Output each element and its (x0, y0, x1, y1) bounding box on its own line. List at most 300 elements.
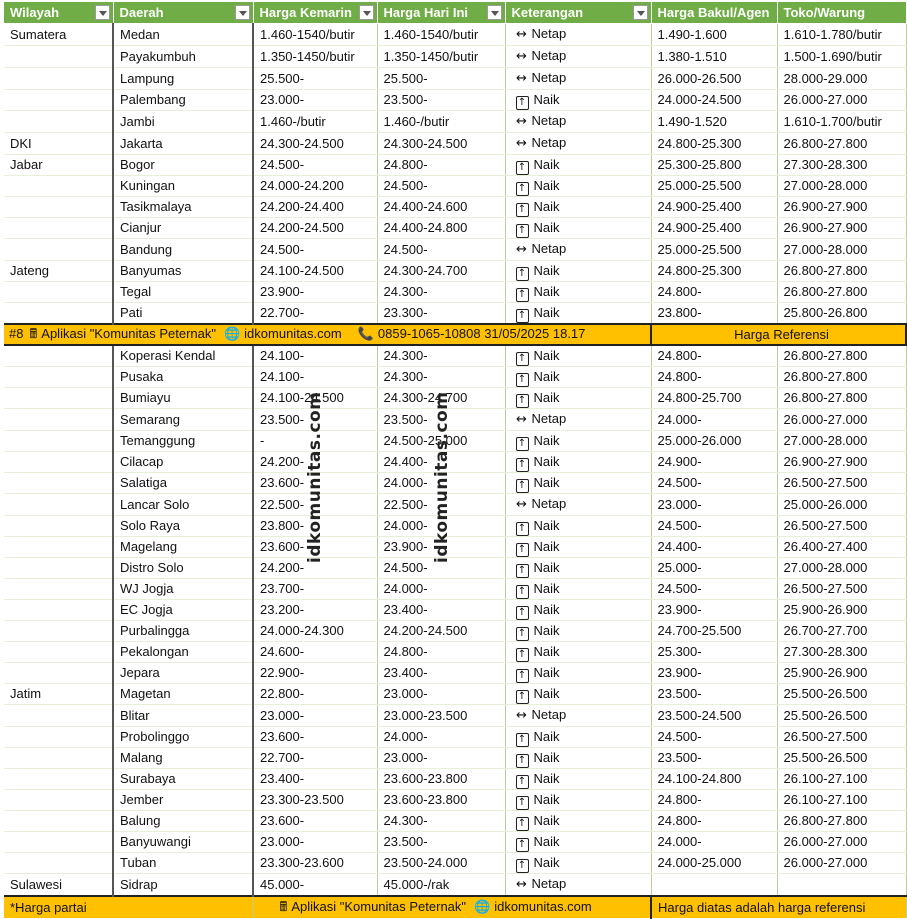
cell-toko-warung[interactable]: 25.900-26.900 (777, 663, 906, 684)
cell-harga-hari-ini[interactable]: 23.600-23.800 (377, 790, 505, 811)
cell-wilayah[interactable] (4, 705, 113, 727)
cell-daerah[interactable]: Sidrap (113, 874, 253, 897)
col-harga-kemarin[interactable] (253, 2, 377, 24)
cell-daerah[interactable]: Tasikmalaya (113, 197, 253, 218)
cell-toko-warung[interactable]: 26.100-27.100 (777, 790, 906, 811)
cell-keterangan[interactable] (505, 111, 651, 133)
cell-harga-hari-ini[interactable]: 23.400- (377, 663, 505, 684)
cell-wilayah[interactable]: DKI (4, 133, 113, 155)
cell-harga-kemarin[interactable]: 23.600- (253, 811, 377, 832)
cell-harga-hari-ini[interactable]: 23.300- (377, 303, 505, 325)
cell-keterangan[interactable] (505, 409, 651, 431)
cell-daerah[interactable]: Bumiayu (113, 388, 253, 409)
cell-wilayah[interactable] (4, 218, 113, 239)
cell-keterangan[interactable] (505, 68, 651, 90)
cell-harga-bakul[interactable]: 23.500-24.500 (651, 705, 777, 727)
cell-harga-hari-ini[interactable]: 23.000- (377, 748, 505, 769)
cell-daerah[interactable]: Palembang (113, 90, 253, 111)
cell-harga-bakul[interactable]: 24.500- (651, 727, 777, 748)
cell-keterangan[interactable] (505, 853, 651, 874)
cell-wilayah[interactable] (4, 431, 113, 452)
cell-harga-bakul[interactable]: 23.000- (651, 494, 777, 516)
cell-harga-bakul[interactable]: 24.800- (651, 790, 777, 811)
cell-toko-warung[interactable]: 25.500-26.500 (777, 748, 906, 769)
cell-harga-hari-ini[interactable]: 24.500-25.000 (377, 431, 505, 452)
cell-harga-hari-ini[interactable]: 1.350-1450/butir (377, 46, 505, 68)
cell-harga-kemarin[interactable]: 24.200- (253, 452, 377, 473)
cell-harga-bakul[interactable]: 23.800- (651, 303, 777, 325)
cell-keterangan[interactable] (505, 537, 651, 558)
cell-harga-hari-ini[interactable]: 24.300- (377, 345, 505, 367)
cell-keterangan[interactable] (505, 46, 651, 68)
cell-harga-hari-ini[interactable]: 24.200-24.500 (377, 621, 505, 642)
cell-keterangan[interactable] (505, 239, 651, 261)
cell-harga-bakul[interactable]: 24.000- (651, 409, 777, 431)
cell-harga-hari-ini[interactable]: 24.400-24.600 (377, 197, 505, 218)
filter-dropdown-icon[interactable] (95, 5, 110, 20)
cell-daerah[interactable]: Distro Solo (113, 558, 253, 579)
cell-toko-warung[interactable]: 26.700-27.700 (777, 621, 906, 642)
cell-harga-kemarin[interactable]: 1.460-/butir (253, 111, 377, 133)
cell-daerah[interactable]: Temanggung (113, 431, 253, 452)
arrow-up-icon: ↑ (516, 775, 529, 789)
cell-toko-warung[interactable]: 26.800-27.800 (777, 811, 906, 832)
cell-keterangan[interactable] (505, 452, 651, 473)
header-label: Harga Hari Ini (383, 4, 469, 20)
cell-wilayah[interactable] (4, 473, 113, 494)
cell-toko-warung[interactable]: 25.500-26.500 (777, 705, 906, 727)
cell-toko-warung[interactable]: 26.500-27.500 (777, 727, 906, 748)
cell-harga-hari-ini[interactable]: 24.500- (377, 176, 505, 197)
cell-keterangan[interactable] (505, 684, 651, 705)
cell-daerah[interactable]: Pusaka (113, 367, 253, 388)
cell-toko-warung[interactable]: 26.500-27.500 (777, 516, 906, 537)
cell-harga-hari-ini[interactable]: 24.300- (377, 282, 505, 303)
cell-keterangan[interactable] (505, 516, 651, 537)
cell-daerah[interactable]: Payakumbuh (113, 46, 253, 68)
cell-harga-kemarin[interactable]: 24.100-24.500 (253, 388, 377, 409)
cell-harga-kemarin[interactable]: 24.000-24.200 (253, 176, 377, 197)
cell-wilayah[interactable] (4, 367, 113, 388)
cell-wilayah[interactable]: Jateng (4, 261, 113, 282)
cell-wilayah[interactable] (4, 790, 113, 811)
cell-harga-kemarin[interactable]: 23.000- (253, 90, 377, 111)
cell-keterangan[interactable] (505, 642, 651, 663)
cell-wilayah[interactable] (4, 748, 113, 769)
col-harga-hari-ini[interactable] (377, 2, 505, 24)
table-row (4, 727, 906, 748)
cell-daerah[interactable]: Tegal (113, 282, 253, 303)
cell-harga-bakul[interactable]: 23.500- (651, 684, 777, 705)
cell-harga-kemarin[interactable]: 23.600- (253, 537, 377, 558)
cell-daerah[interactable]: Magelang (113, 537, 253, 558)
cell-harga-kemarin[interactable]: 23.600- (253, 727, 377, 748)
cell-wilayah[interactable] (4, 452, 113, 473)
cell-harga-bakul[interactable]: 25.000-26.000 (651, 431, 777, 452)
cell-harga-kemarin[interactable]: 22.900- (253, 663, 377, 684)
cell-keterangan[interactable] (505, 494, 651, 516)
cell-daerah[interactable]: Medan (113, 24, 253, 46)
cell-daerah[interactable]: Bandung (113, 239, 253, 261)
cell-daerah[interactable]: Cilacap (113, 452, 253, 473)
banner-website[interactable]: idkomunitas.com (244, 326, 342, 341)
cell-harga-bakul[interactable]: 24.800- (651, 811, 777, 832)
filter-dropdown-icon[interactable] (633, 5, 648, 20)
cell-harga-bakul[interactable]: 25.000- (651, 558, 777, 579)
cell-daerah[interactable]: Jakarta (113, 133, 253, 155)
cell-wilayah[interactable] (4, 642, 113, 663)
cell-toko-warung[interactable]: 26.100-27.100 (777, 769, 906, 790)
cell-daerah[interactable]: Malang (113, 748, 253, 769)
cell-wilayah[interactable] (4, 46, 113, 68)
cell-keterangan[interactable] (505, 811, 651, 832)
cell-wilayah[interactable] (4, 282, 113, 303)
cell-harga-bakul[interactable]: 1.490-1.600 (651, 24, 777, 46)
cell-wilayah[interactable] (4, 579, 113, 600)
cell-wilayah[interactable]: Sumatera (4, 24, 113, 46)
cell-keterangan[interactable] (505, 727, 651, 748)
cell-daerah[interactable]: Balung (113, 811, 253, 832)
cell-daerah[interactable]: Jambi (113, 111, 253, 133)
cell-keterangan[interactable] (505, 90, 651, 111)
cell-harga-hari-ini[interactable]: 22.500- (377, 494, 505, 516)
cell-harga-kemarin[interactable]: 24.500- (253, 239, 377, 261)
cell-harga-hari-ini[interactable]: 24.800- (377, 642, 505, 663)
col-wilayah[interactable] (4, 2, 113, 24)
cell-harga-bakul[interactable]: 23.900- (651, 600, 777, 621)
cell-harga-hari-ini[interactable]: 23.500- (377, 90, 505, 111)
cell-harga-bakul[interactable]: 24.500- (651, 516, 777, 537)
cell-keterangan[interactable] (505, 367, 651, 388)
cell-daerah[interactable]: Purbalingga (113, 621, 253, 642)
cell-harga-hari-ini[interactable]: 24.400- (377, 452, 505, 473)
cell-wilayah[interactable] (4, 494, 113, 516)
cell-harga-bakul[interactable]: 24.800- (651, 367, 777, 388)
cell-daerah[interactable]: WJ Jogja (113, 579, 253, 600)
cell-harga-kemarin[interactable]: 24.000-24.300 (253, 621, 377, 642)
cell-harga-bakul[interactable]: 24.800-25.300 (651, 261, 777, 282)
cell-harga-hari-ini[interactable]: 24.300-24.700 (377, 388, 505, 409)
cell-harga-bakul[interactable]: 24.500- (651, 579, 777, 600)
cell-toko-warung[interactable]: 1.500-1.690/butir (777, 46, 906, 68)
cell-harga-bakul[interactable]: 24.800- (651, 345, 777, 367)
cell-toko-warung[interactable]: 25.800-26.800 (777, 303, 906, 325)
cell-daerah[interactable]: Surabaya (113, 769, 253, 790)
cell-wilayah[interactable]: Jabar (4, 155, 113, 176)
cell-harga-bakul[interactable]: 24.700-25.500 (651, 621, 777, 642)
cell-harga-bakul[interactable]: 24.900-25.400 (651, 197, 777, 218)
cell-harga-hari-ini[interactable]: 23.500-24.000 (377, 853, 505, 874)
cell-harga-kemarin[interactable]: 23.900- (253, 282, 377, 303)
cell-harga-hari-ini[interactable]: 24.400-24.800 (377, 218, 505, 239)
cell-wilayah[interactable] (4, 516, 113, 537)
cell-harga-hari-ini[interactable]: 24.300- (377, 367, 505, 388)
cell-keterangan[interactable] (505, 303, 651, 325)
cell-wilayah[interactable] (4, 663, 113, 684)
cell-toko-warung[interactable]: 26.000-27.000 (777, 832, 906, 853)
cell-toko-warung[interactable]: 27.000-28.000 (777, 239, 906, 261)
cell-keterangan[interactable] (505, 663, 651, 684)
cell-harga-kemarin[interactable]: 24.100- (253, 345, 377, 367)
cell-wilayah[interactable] (4, 832, 113, 853)
cell-harga-kemarin[interactable]: 23.600- (253, 473, 377, 494)
cell-keterangan[interactable] (505, 24, 651, 46)
footer-website[interactable]: idkomunitas.com (494, 899, 592, 914)
cell-keterangan[interactable] (505, 282, 651, 303)
cell-daerah[interactable]: Salatiga (113, 473, 253, 494)
cell-keterangan[interactable] (505, 621, 651, 642)
cell-keterangan[interactable] (505, 473, 651, 494)
cell-harga-kemarin[interactable]: 22.800- (253, 684, 377, 705)
cell-keterangan[interactable] (505, 197, 651, 218)
cell-harga-hari-ini[interactable]: 45.000-/rak (377, 874, 505, 897)
cell-harga-kemarin[interactable]: 24.100-24.500 (253, 261, 377, 282)
cell-wilayah[interactable] (4, 176, 113, 197)
cell-harga-hari-ini[interactable]: 24.800- (377, 155, 505, 176)
cell-harga-hari-ini[interactable]: 23.000-23.500 (377, 705, 505, 727)
cell-harga-hari-ini[interactable]: 1.460-/butir (377, 111, 505, 133)
globe-icon: 🌐 (223, 327, 241, 342)
cell-wilayah[interactable]: Sulawesi (4, 874, 113, 897)
cell-wilayah[interactable] (4, 239, 113, 261)
cell-keterangan[interactable] (505, 769, 651, 790)
cell-wilayah[interactable] (4, 727, 113, 748)
cell-harga-hari-ini[interactable]: 23.900- (377, 537, 505, 558)
cell-daerah[interactable]: Kuningan (113, 176, 253, 197)
cell-harga-kemarin[interactable]: 24.300-24.500 (253, 133, 377, 155)
cell-harga-bakul[interactable]: 24.000- (651, 832, 777, 853)
cell-harga-bakul[interactable]: 26.000-26.500 (651, 68, 777, 90)
filter-dropdown-icon[interactable] (235, 5, 250, 20)
cell-daerah[interactable]: Solo Raya (113, 516, 253, 537)
cell-daerah[interactable]: Pekalongan (113, 642, 253, 663)
cell-harga-hari-ini[interactable]: 25.500- (377, 68, 505, 90)
cell-daerah[interactable]: Cianjur (113, 218, 253, 239)
cell-harga-bakul[interactable]: 24.400- (651, 537, 777, 558)
cell-harga-hari-ini[interactable]: 24.300-24.500 (377, 133, 505, 155)
cell-keterangan[interactable] (505, 388, 651, 409)
cell-wilayah[interactable] (4, 600, 113, 621)
cell-wilayah[interactable] (4, 811, 113, 832)
cell-harga-kemarin[interactable]: 23.300-23.600 (253, 853, 377, 874)
cell-keterangan[interactable] (505, 133, 651, 155)
cell-harga-bakul[interactable]: 24.900- (651, 452, 777, 473)
cell-toko-warung[interactable]: 26.800-27.800 (777, 388, 906, 409)
cell-harga-hari-ini[interactable]: 24.300-24.700 (377, 261, 505, 282)
cell-toko-warung[interactable]: 28.000-29.000 (777, 68, 906, 90)
cell-toko-warung[interactable]: 26.000-27.000 (777, 409, 906, 431)
cell-daerah[interactable]: Lampung (113, 68, 253, 90)
cell-harga-hari-ini[interactable]: 24.000- (377, 516, 505, 537)
cell-harga-kemarin[interactable]: 23.800- (253, 516, 377, 537)
cell-harga-kemarin[interactable]: 24.500- (253, 155, 377, 176)
cell-harga-hari-ini[interactable]: 24.500- (377, 558, 505, 579)
cell-toko-warung[interactable]: 26.800-27.800 (777, 282, 906, 303)
cell-harga-kemarin[interactable]: 1.350-1450/butir (253, 46, 377, 68)
cell-keterangan[interactable] (505, 558, 651, 579)
cell-harga-kemarin[interactable]: 23.400- (253, 769, 377, 790)
cell-daerah[interactable]: Banyuwangi (113, 832, 253, 853)
cell-harga-kemarin[interactable]: 1.460-1540/butir (253, 24, 377, 46)
cell-wilayah[interactable] (4, 68, 113, 90)
keterangan-label: Naik (533, 813, 560, 828)
cell-harga-hari-ini[interactable]: 23.000- (377, 684, 505, 705)
cell-toko-warung[interactable] (777, 874, 906, 897)
cell-wilayah[interactable] (4, 853, 113, 874)
filter-dropdown-icon[interactable] (487, 5, 502, 20)
cell-daerah[interactable]: Jepara (113, 663, 253, 684)
cell-harga-hari-ini[interactable]: 1.460-1540/butir (377, 24, 505, 46)
cell-daerah[interactable]: Pati (113, 303, 253, 325)
filter-dropdown-icon[interactable] (359, 5, 374, 20)
cell-keterangan[interactable] (505, 790, 651, 811)
cell-toko-warung[interactable]: 25.500-26.500 (777, 684, 906, 705)
cell-toko-warung[interactable]: 26.000-27.000 (777, 90, 906, 111)
cell-harga-hari-ini[interactable]: 23.600-23.800 (377, 769, 505, 790)
cell-harga-hari-ini[interactable]: 24.500- (377, 239, 505, 261)
cell-toko-warung[interactable]: 27.300-28.300 (777, 155, 906, 176)
cell-harga-kemarin[interactable]: 22.700- (253, 303, 377, 325)
cell-keterangan[interactable] (505, 345, 651, 367)
cell-harga-kemarin[interactable]: 24.600- (253, 642, 377, 663)
cell-toko-warung[interactable]: 26.900-27.900 (777, 452, 906, 473)
cell-harga-hari-ini[interactable]: 24.000- (377, 727, 505, 748)
cell-daerah[interactable]: Tuban (113, 853, 253, 874)
cell-harga-bakul[interactable]: 24.800-25.700 (651, 388, 777, 409)
cell-harga-bakul[interactable]: 25.300-25.800 (651, 155, 777, 176)
cell-wilayah[interactable] (4, 537, 113, 558)
cell-keterangan[interactable] (505, 218, 651, 239)
cell-keterangan[interactable] (505, 705, 651, 727)
cell-daerah[interactable]: Koperasi Kendal (113, 345, 253, 367)
cell-harga-bakul[interactable]: 24.900-25.400 (651, 218, 777, 239)
cell-daerah[interactable]: Blitar (113, 705, 253, 727)
cell-keterangan[interactable] (505, 832, 651, 853)
cell-wilayah[interactable] (4, 388, 113, 409)
cell-toko-warung[interactable]: 26.800-27.800 (777, 261, 906, 282)
cell-wilayah[interactable] (4, 303, 113, 325)
cell-keterangan[interactable] (505, 176, 651, 197)
cell-toko-warung[interactable]: 26.800-27.800 (777, 345, 906, 367)
cell-harga-kemarin[interactable]: 24.100- (253, 367, 377, 388)
cell-toko-warung[interactable]: 27.300-28.300 (777, 642, 906, 663)
cell-daerah[interactable]: Semarang (113, 409, 253, 431)
cell-harga-bakul[interactable]: 24.800- (651, 282, 777, 303)
cell-harga-bakul[interactable]: 25.300- (651, 642, 777, 663)
cell-keterangan[interactable] (505, 600, 651, 621)
cell-harga-hari-ini[interactable]: 23.500- (377, 409, 505, 431)
cell-toko-warung[interactable]: 1.610-1.700/butir (777, 111, 906, 133)
cell-harga-hari-ini[interactable]: 23.500- (377, 832, 505, 853)
cell-harga-bakul[interactable] (651, 874, 777, 897)
cell-harga-bakul[interactable]: 1.490-1.520 (651, 111, 777, 133)
cell-toko-warung[interactable]: 26.900-27.900 (777, 197, 906, 218)
cell-toko-warung[interactable]: 1.610-1.780/butir (777, 24, 906, 46)
cell-keterangan[interactable] (505, 748, 651, 769)
cell-wilayah[interactable] (4, 111, 113, 133)
cell-harga-bakul[interactable]: 1.380-1.510 (651, 46, 777, 68)
cell-harga-kemarin[interactable]: 24.200-24.400 (253, 197, 377, 218)
cell-daerah[interactable]: Probolinggo (113, 727, 253, 748)
cell-harga-bakul[interactable]: 23.900- (651, 663, 777, 684)
cell-daerah[interactable]: Lancar Solo (113, 494, 253, 516)
cell-harga-hari-ini[interactable]: 24.300- (377, 811, 505, 832)
cell-harga-kemarin[interactable]: 23.200- (253, 600, 377, 621)
cell-harga-kemarin[interactable]: 24.200- (253, 558, 377, 579)
cell-toko-warung[interactable]: 27.000-28.000 (777, 431, 906, 452)
cell-keterangan[interactable] (505, 261, 651, 282)
cell-toko-warung[interactable]: 26.500-27.500 (777, 579, 906, 600)
cell-harga-kemarin[interactable]: 23.000- (253, 832, 377, 853)
cell-wilayah[interactable] (4, 197, 113, 218)
cell-harga-kemarin[interactable]: 23.700- (253, 579, 377, 600)
cell-harga-kemarin[interactable]: 23.000- (253, 705, 377, 727)
cell-toko-warung[interactable]: 27.000-28.000 (777, 176, 906, 197)
table-row (4, 133, 906, 155)
cell-harga-bakul[interactable]: 24.100-24.800 (651, 769, 777, 790)
cell-wilayah[interactable] (4, 558, 113, 579)
cell-toko-warung[interactable]: 25.900-26.900 (777, 600, 906, 621)
cell-harga-bakul[interactable]: 24.800-25.300 (651, 133, 777, 155)
col-keterangan[interactable] (505, 2, 651, 24)
cell-keterangan[interactable] (505, 579, 651, 600)
cell-harga-bakul[interactable]: 25.000-25.500 (651, 239, 777, 261)
cell-harga-kemarin[interactable]: 45.000- (253, 874, 377, 897)
cell-keterangan[interactable] (505, 155, 651, 176)
cell-toko-warung[interactable]: 26.500-27.500 (777, 473, 906, 494)
cell-harga-kemarin[interactable]: 23.500- (253, 409, 377, 431)
cell-harga-bakul[interactable]: 23.500- (651, 748, 777, 769)
cell-keterangan[interactable] (505, 431, 651, 452)
cell-toko-warung[interactable]: 26.800-27.800 (777, 133, 906, 155)
cell-harga-kemarin[interactable]: - (253, 431, 377, 452)
cell-toko-warung[interactable]: 26.000-27.000 (777, 853, 906, 874)
cell-daerah[interactable]: EC Jogja (113, 600, 253, 621)
cell-wilayah[interactable] (4, 409, 113, 431)
cell-toko-warung[interactable]: 26.400-27.400 (777, 537, 906, 558)
cell-wilayah[interactable] (4, 621, 113, 642)
cell-toko-warung[interactable]: 27.000-28.000 (777, 558, 906, 579)
banner-phone[interactable]: 0859-1065-10808 (377, 326, 481, 341)
cell-harga-kemarin[interactable]: 22.700- (253, 748, 377, 769)
cell-harga-kemarin[interactable]: 24.200-24.500 (253, 218, 377, 239)
cell-wilayah[interactable]: Jatim (4, 684, 113, 705)
cell-wilayah[interactable] (4, 345, 113, 367)
keterangan-label: Naik (533, 369, 560, 384)
cell-daerah[interactable]: Magetan (113, 684, 253, 705)
cell-daerah[interactable]: Bogor (113, 155, 253, 176)
cell-toko-warung[interactable]: 26.900-27.900 (777, 218, 906, 239)
cell-wilayah[interactable] (4, 90, 113, 111)
cell-harga-kemarin[interactable]: 23.300-23.500 (253, 790, 377, 811)
cell-keterangan[interactable] (505, 874, 651, 897)
cell-harga-bakul[interactable]: 24.000-24.500 (651, 90, 777, 111)
cell-daerah[interactable]: Banyumas (113, 261, 253, 282)
cell-harga-bakul[interactable]: 24.000-25.000 (651, 853, 777, 874)
col-daerah[interactable] (113, 2, 253, 24)
cell-toko-warung[interactable]: 25.000-26.000 (777, 494, 906, 516)
cell-harga-hari-ini[interactable]: 24.000- (377, 473, 505, 494)
cell-harga-kemarin[interactable]: 25.500- (253, 68, 377, 90)
cell-daerah[interactable]: Jember (113, 790, 253, 811)
cell-toko-warung[interactable]: 26.800-27.800 (777, 367, 906, 388)
cell-harga-hari-ini[interactable]: 24.000- (377, 579, 505, 600)
cell-wilayah[interactable] (4, 769, 113, 790)
cell-harga-bakul[interactable]: 24.500- (651, 473, 777, 494)
cell-harga-kemarin[interactable]: 22.500- (253, 494, 377, 516)
cell-harga-bakul[interactable]: 25.000-25.500 (651, 176, 777, 197)
cell-harga-hari-ini[interactable]: 23.400- (377, 600, 505, 621)
